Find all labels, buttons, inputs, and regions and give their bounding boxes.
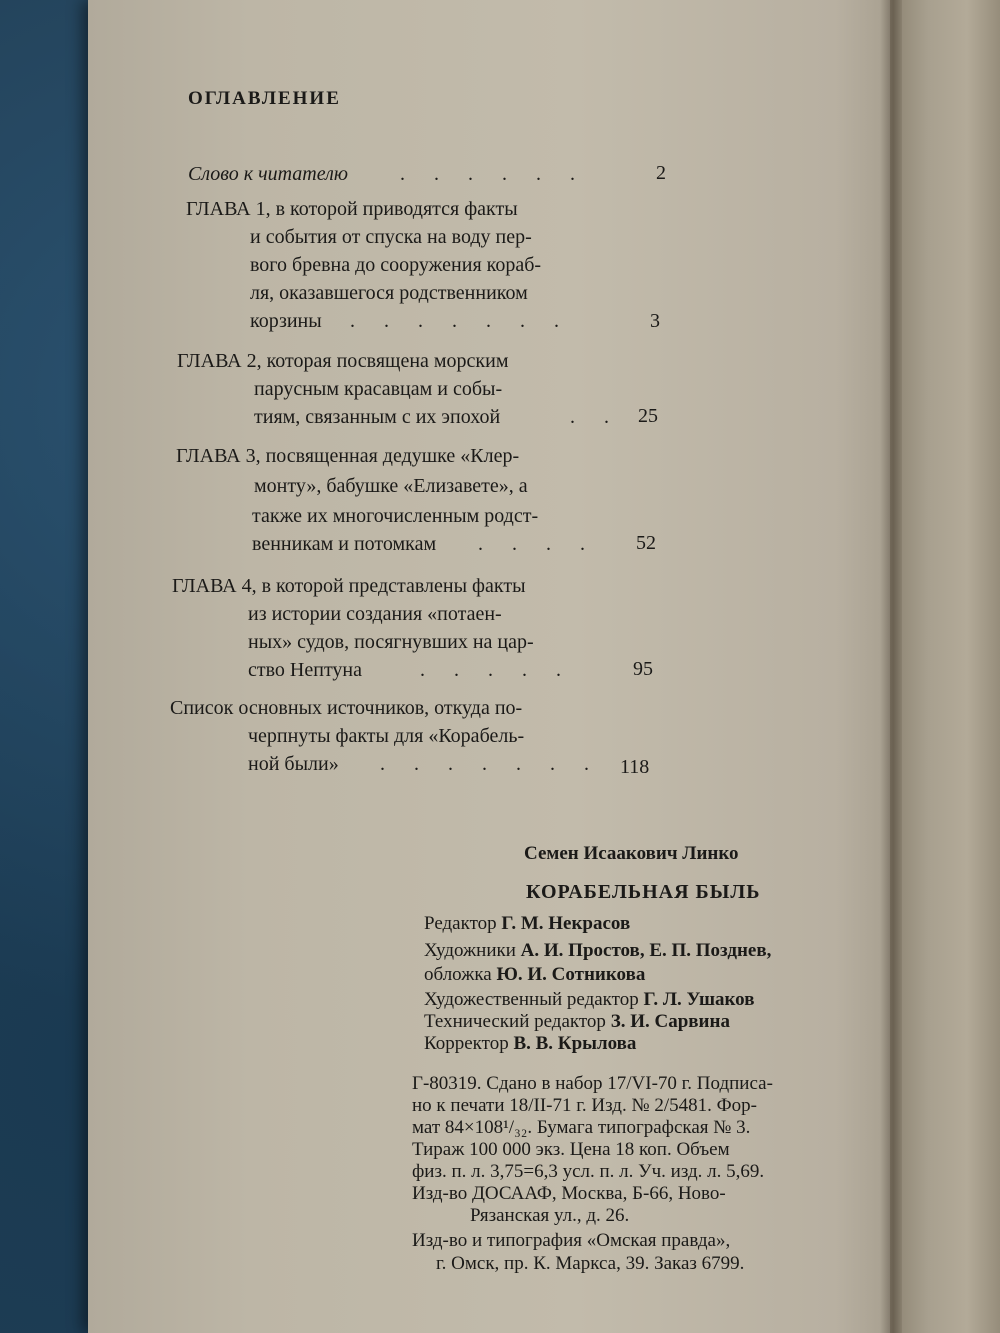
toc-title: ОГЛАВЛЕНИЕ [188,88,341,109]
toc-leader-dots: . . . . . . [400,163,587,185]
credit-person: Ю. И. Сотникова [496,964,646,985]
toc-leader-dots: . . . . [478,533,597,555]
credit-line [424,912,630,935]
toc-page-number: 2 [656,162,666,184]
credit-role: Художники [424,940,521,961]
toc-entry-line: ГЛАВА 2, которая посвящена морским [177,350,509,372]
publication-line: но к печати 18/II-71 г. Изд. № 2/5481. Фор- [412,1095,757,1116]
toc-entry-line: ГЛАВА 1, в которой приводятся факты [186,198,518,220]
toc-entry-line: вого бревна до сооружения кораб- [250,254,542,276]
toc-entry-line: ной были» [248,753,339,775]
toc-leader-dots: . . [570,406,621,428]
credit-role: Художественный редактор [424,989,644,1010]
toc-leader-dots: . . . . . . . [350,310,571,332]
printer-line: г. Омск, пр. К. Маркса, 39. Заказ 6799. [436,1253,745,1274]
toc-page-number: 52 [636,532,656,554]
publication-line: физ. п. л. 3,75=6,3 усл. п. л. Уч. изд. л. 5,69. [412,1161,765,1182]
credit-person: Г. М. Некрасов [501,913,631,934]
credit-line [424,963,645,986]
book-title: КОРАБЕЛЬНАЯ БЫЛЬ [526,881,761,903]
toc-entry-line: Список основных источников, откуда по- [170,697,523,719]
toc-entry-line: ство Нептуна [248,659,363,681]
author-name: Семен Исаакович Линко [524,843,739,864]
toc-entry-line: парусным красавцам и собы- [254,378,503,400]
credit-role: Корректор [424,1033,514,1054]
publication-line: Тираж 100 000 экз. Цена 18 коп. Объем [412,1139,730,1160]
toc-entry-line: корзины [250,310,322,332]
toc-page-number: 118 [620,756,650,778]
toc-entry-line: ГЛАВА 3, посвященная дедушке «Клер- [176,445,520,467]
toc-entry-line: черпнуты факты для «Корабель- [248,725,525,747]
toc-entry-line: монту», бабушке «Елизавете», а [254,475,528,497]
toc-entry-line: тиям, связанным с их эпохой [254,406,501,428]
credit-line [424,939,771,962]
toc-entry-line: ля, оказавшегося родственником [250,282,528,304]
credit-role: Технический редактор [424,1011,611,1032]
credit-person: А. И. Простов, Е. П. Позднев, [520,940,772,961]
credit-role: Редактор [424,913,502,934]
toc-entry-line: и события от спуска на воду пер- [250,226,532,248]
credit-line [424,1032,636,1055]
toc-entry-line: ГЛАВА 4, в которой представлены факты [172,575,526,597]
credit-person: В. В. Крылова [513,1033,637,1054]
gutter-shadow [880,0,902,1333]
publication-line: мат 84×108¹/₃₂. Бумага типографская № 3. [412,1117,751,1138]
publication-line: Г-80319. Сдано в набор 17/VI-70 г. Подписа- [412,1073,773,1094]
next-page-edge [890,0,1000,1333]
printer-line: Изд-во и типография «Омская правда», [412,1230,731,1251]
publication-line: Изд-во ДОСААФ, Москва, Б-66, Ново- [412,1183,726,1204]
toc-entry-line: ных» судов, посягнувших на цар- [248,631,534,653]
credit-line [424,1010,730,1033]
publication-line: Рязанская ул., д. 26. [470,1205,630,1226]
credit-line [424,988,754,1011]
toc-page-number: 25 [638,405,658,427]
toc-leader-dots: . . . . . . . [380,753,601,775]
credit-person: Г. Л. Ушаков [643,989,755,1010]
toc-page-number: 95 [633,658,653,680]
toc-entry-line: из истории создания «потаен- [248,603,502,625]
toc-entry-line: также их многочисленным родст- [252,505,539,527]
toc-entry-line: Слово к читателю [188,163,348,185]
credit-role: обложка [424,964,497,985]
toc-leader-dots: . . . . . [420,659,573,681]
credit-person: З. И. Сарвина [610,1011,730,1032]
toc-entry-line: венникам и потомкам [252,533,437,555]
toc-page-number: 3 [650,310,660,332]
